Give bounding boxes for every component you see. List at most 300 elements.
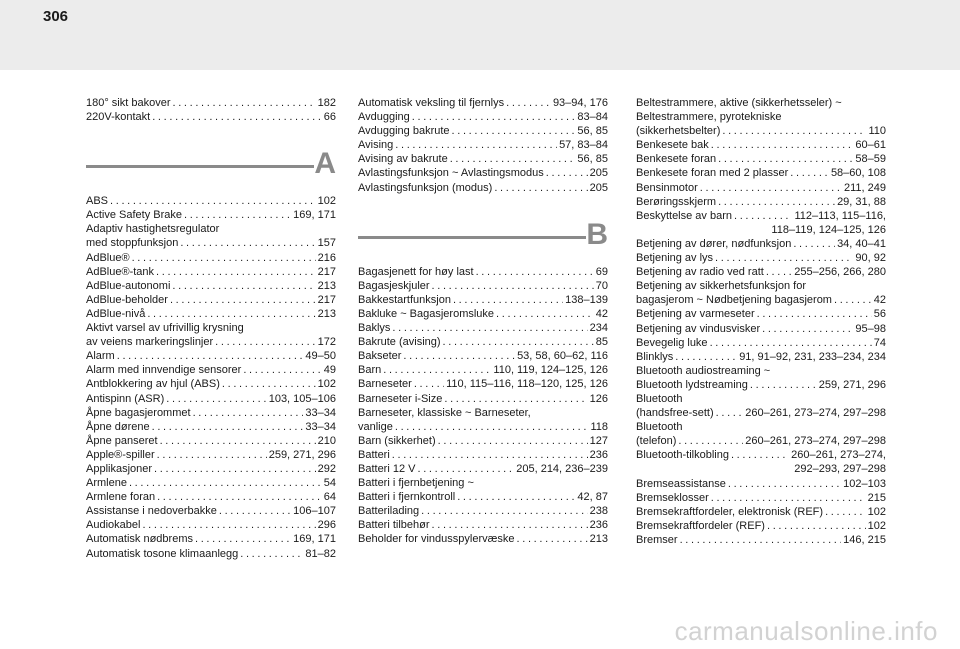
entry-term: Blinklys <box>636 350 674 363</box>
index-entry <box>358 392 608 406</box>
index-entry <box>358 96 608 110</box>
entry-line <box>636 166 886 180</box>
entry-line <box>358 490 608 504</box>
entry-term: Bensinmotor <box>636 181 698 194</box>
index-entry <box>86 504 336 518</box>
divider-rule <box>358 236 586 239</box>
page-references: 60–61 <box>855 139 886 152</box>
index-entry <box>358 279 608 293</box>
entry-term: Betjening av varmeseter <box>636 308 755 321</box>
index-entry <box>358 293 608 307</box>
dot-leader <box>450 152 576 166</box>
dot-leader <box>160 434 316 448</box>
dot-leader <box>240 547 303 561</box>
dot-leader <box>222 377 316 391</box>
dot-leader <box>193 406 304 420</box>
dot-leader <box>129 476 322 490</box>
entry-line <box>636 138 886 152</box>
dot-leader <box>716 406 744 420</box>
page-references: 70 <box>595 279 608 292</box>
dot-leader <box>219 504 291 518</box>
entry-term: Bakluke ~ Bagasjeromsluke <box>358 307 495 320</box>
entry-line <box>358 462 608 476</box>
page-references: 102–103 <box>843 477 886 490</box>
entry-term: Bluetooth-tilkobling <box>636 449 729 462</box>
dot-leader <box>243 363 321 377</box>
index-entry <box>358 166 608 180</box>
entry-term: Active Safety Brake <box>86 209 182 222</box>
entry-term: Betjening av vindusvisker <box>636 322 761 335</box>
watermark: carmanualsonline.info <box>674 616 938 646</box>
entry-text-line: Betjening av sikkerhetsfunksjon for <box>636 280 806 293</box>
entry-line <box>86 462 336 476</box>
page-references: 42, 87 <box>577 491 608 504</box>
index-entry <box>86 377 336 391</box>
entry-term: Betjening av radio ved ratt <box>636 266 764 279</box>
dot-leader <box>152 420 304 434</box>
dot-leader <box>494 181 587 195</box>
entry-term: AdBlue®-tank <box>86 265 155 278</box>
dot-leader <box>731 448 789 462</box>
entry-term: Bremseklosser <box>636 491 709 504</box>
entry-text-line: Batteri i fjernbetjening ~ <box>358 477 474 490</box>
entry-term: Berøringsskjerm <box>636 195 717 208</box>
dot-leader <box>184 208 291 222</box>
page-references-continued: 118–119, 124–125, 126 <box>771 223 886 236</box>
entry-line <box>86 208 336 222</box>
page-references: 215 <box>867 491 886 504</box>
page-references: 56, 85 <box>577 153 608 166</box>
entry-term: Audiokabel <box>86 519 141 532</box>
entry-term: ABS <box>86 195 109 208</box>
entry-term: Åpne dørene <box>86 420 150 433</box>
entry-line <box>358 448 608 462</box>
entry-term: Alarm med innvendige sensorer <box>86 364 242 377</box>
entry-term: Bakrute (avising) <box>358 336 441 349</box>
entry-line <box>636 237 886 251</box>
dot-leader <box>457 490 575 504</box>
dot-leader <box>142 518 315 532</box>
dot-leader <box>173 96 316 110</box>
entry-term: Avdugging <box>358 111 410 124</box>
index-entry <box>86 547 336 561</box>
entry-text-line: Bluetooth audiostreaming ~ <box>636 364 771 377</box>
page-references: 29, 31, 88 <box>837 195 886 208</box>
index-entry <box>358 363 608 377</box>
page-references: 53, 58, 60–62, 116 <box>517 350 608 363</box>
page-references: 49–50 <box>305 350 336 363</box>
entry-text-line: Beltestrammere, aktive (sikkerhetsseler) ~ <box>636 97 842 109</box>
page-references: 103, 105–106 <box>268 392 336 405</box>
entry-line <box>358 124 608 138</box>
page-references: 74 <box>873 336 886 349</box>
entry-line <box>86 96 336 110</box>
index-entry <box>358 335 608 349</box>
page-references: 205 <box>589 181 608 194</box>
index-entry <box>636 491 886 505</box>
entry-term: Bremseassistanse <box>636 477 726 490</box>
entry-line <box>86 279 336 293</box>
entry-line <box>86 406 336 420</box>
page-references: 238 <box>589 505 608 518</box>
entry-term: Avdugging bakrute <box>358 125 450 138</box>
index-entry <box>636 166 886 180</box>
index-entry <box>636 364 886 392</box>
entry-line <box>636 519 886 533</box>
entry-line <box>358 166 608 180</box>
entry-text-line: Bluetooth <box>636 421 683 434</box>
entry-line <box>86 547 336 561</box>
dot-leader <box>711 491 866 505</box>
entry-line <box>636 181 886 195</box>
entry-line <box>358 138 608 152</box>
page-references: 157 <box>317 237 336 250</box>
page-references: 118 <box>590 420 608 433</box>
entry-line <box>636 152 886 166</box>
dot-leader <box>172 279 315 293</box>
index-entry <box>358 434 608 448</box>
entry-line <box>358 392 608 406</box>
index-entry <box>358 349 608 363</box>
page-references: 112–113, 115–116, <box>794 209 886 222</box>
index-entry <box>86 96 336 110</box>
entry-term: Avising <box>358 139 394 152</box>
page-references: 54 <box>323 477 336 490</box>
entry-term: Benkesete foran med 2 plasser <box>636 167 789 180</box>
entry-line <box>636 307 886 321</box>
entry-term: Bagasjeskjuler <box>358 279 430 292</box>
entry-line <box>86 265 336 279</box>
dot-leader <box>443 335 594 349</box>
entry-term: Bevegelig luke <box>636 336 708 349</box>
page-references: 91, 91–92, 231, 233–234, 234 <box>739 350 886 363</box>
index-entry <box>86 321 336 349</box>
dot-leader <box>825 505 866 519</box>
page-references: 57, 83–84 <box>559 139 608 152</box>
dot-leader <box>546 166 588 180</box>
page-references: 217 <box>317 293 336 306</box>
page-references: 260–261, 273–274, 297–298 <box>745 435 886 448</box>
entry-line <box>636 505 886 519</box>
index-entry <box>358 532 608 546</box>
index-entry <box>86 462 336 476</box>
entry-term: Åpne panseret <box>86 434 158 447</box>
entry-line <box>636 293 886 307</box>
index-entry <box>636 392 886 420</box>
page-references: 42 <box>595 307 608 320</box>
index-entry <box>636 181 886 195</box>
dot-leader <box>395 420 589 434</box>
entry-line <box>86 504 336 518</box>
entry-line <box>636 265 886 279</box>
entry-line <box>86 110 336 124</box>
page-references: 205 <box>589 167 608 180</box>
dot-leader <box>195 532 291 546</box>
entry-term: Beskyttelse av barn <box>636 209 732 222</box>
dot-leader <box>506 96 551 110</box>
entry-term: med stoppfunksjon <box>86 237 179 250</box>
dot-leader <box>444 392 587 406</box>
entry-term: AdBlue® <box>86 251 130 264</box>
dot-leader <box>110 194 316 208</box>
index-entry <box>636 251 886 265</box>
page-references: 213 <box>317 279 336 292</box>
dot-leader <box>790 166 829 180</box>
dot-leader <box>718 152 853 166</box>
entry-line <box>636 251 886 265</box>
dot-leader <box>496 307 594 321</box>
page-references: 292 <box>317 462 336 475</box>
dot-leader <box>734 209 792 223</box>
page-references: 58–60, 108 <box>830 167 886 180</box>
index-entry <box>636 96 886 138</box>
index-entry <box>86 293 336 307</box>
entry-term: Alarm <box>86 350 115 363</box>
page-references: 236 <box>589 519 608 532</box>
page-references: 210 <box>317 434 336 447</box>
page-references: 81–82 <box>305 547 336 560</box>
page-references: 83–84 <box>577 111 608 124</box>
entry-term: bagasjerom ~ Nødbetjening bagasjerom <box>636 294 832 307</box>
index-column-2 <box>358 96 608 547</box>
index-entry <box>86 476 336 490</box>
entry-line <box>636 477 886 491</box>
index-entry <box>86 208 336 222</box>
dot-leader <box>834 293 872 307</box>
dot-leader <box>710 336 872 350</box>
dot-leader <box>711 138 854 152</box>
entry-line <box>86 307 336 321</box>
entry-line <box>636 350 886 364</box>
index-entry <box>86 194 336 208</box>
page-references: 56, 85 <box>577 125 608 138</box>
index-column-3 <box>636 96 886 547</box>
entry-line <box>358 110 608 124</box>
index-entry <box>86 434 336 448</box>
index-entry <box>358 448 608 462</box>
dot-leader <box>403 349 515 363</box>
entry-term: Beholder for vindusspylervæske <box>358 533 515 546</box>
entry-line <box>358 307 608 321</box>
page-references: 49 <box>323 364 336 377</box>
dot-leader <box>715 251 853 265</box>
index-entry <box>636 209 886 237</box>
entry-term: Bakseter <box>358 350 402 363</box>
page-references: 259, 271, 296 <box>268 448 336 461</box>
index-entry <box>636 138 886 152</box>
index-entry <box>86 406 336 420</box>
page-references: 234 <box>589 322 608 335</box>
page-references: 296 <box>317 519 336 532</box>
dot-leader <box>675 350 737 364</box>
entry-term: Barn (sikkerhet) <box>358 434 436 447</box>
index-entry <box>86 518 336 532</box>
dot-leader <box>680 533 842 547</box>
entry-term: Armlene foran <box>86 491 156 504</box>
dot-leader <box>412 110 576 124</box>
entry-text-line: Aktivt varsel av ufrivillig krysning <box>86 322 244 335</box>
page-references: 110 <box>868 125 886 138</box>
page-references: 110, 119, 124–125, 126 <box>493 364 608 377</box>
index-entry <box>358 377 608 391</box>
entry-line <box>86 236 336 250</box>
entry-text-line: Barneseter, klassiske ~ Barneseter, <box>358 406 531 419</box>
dot-leader <box>767 519 866 533</box>
dot-leader <box>793 237 835 251</box>
entry-line <box>636 209 886 223</box>
index-entry <box>358 518 608 532</box>
entry-line <box>86 532 336 546</box>
index-entry <box>636 307 886 321</box>
dot-leader <box>395 138 557 152</box>
entry-line <box>358 377 608 391</box>
dot-leader <box>414 377 444 391</box>
index-entry <box>86 392 336 406</box>
page-references: 33–34 <box>305 420 336 433</box>
index-entry <box>358 124 608 138</box>
entry-term: Benkesete foran <box>636 153 717 166</box>
dot-leader <box>117 349 304 363</box>
entry-line <box>358 363 608 377</box>
entry-line <box>358 279 608 293</box>
entry-term: Betjening av dører, nødfunksjon <box>636 237 792 250</box>
entry-line <box>358 152 608 166</box>
index-entry <box>358 265 608 279</box>
index-entry <box>86 349 336 363</box>
page-references: 217 <box>317 265 336 278</box>
page-references: 169, 171 <box>293 533 336 546</box>
index-entry <box>636 279 886 307</box>
index-entry <box>358 476 608 504</box>
entry-term: Bremsekraftfordeler (REF) <box>636 519 765 532</box>
index-entry <box>636 420 886 448</box>
dot-leader <box>180 236 315 250</box>
dot-leader <box>438 434 588 448</box>
entry-line <box>358 518 608 532</box>
entry-line <box>86 194 336 208</box>
dot-leader <box>157 448 267 462</box>
index-entry <box>86 363 336 377</box>
index-entry <box>358 138 608 152</box>
dot-leader <box>517 532 588 546</box>
page-references: 102 <box>867 519 886 532</box>
entry-term: Automatisk nødbrems <box>86 533 193 546</box>
dot-leader <box>157 490 322 504</box>
index-entry <box>86 307 336 321</box>
dot-leader <box>678 434 743 448</box>
page-references: 93–94, 176 <box>552 97 608 109</box>
entry-term: AdBlue-nivå <box>86 307 146 320</box>
entry-line <box>358 349 608 363</box>
entry-term: Baklys <box>358 322 391 335</box>
dot-leader <box>432 518 588 532</box>
entry-term: Applikasjoner <box>86 462 153 475</box>
entry-line <box>636 195 886 209</box>
entry-term: Barneseter <box>358 378 412 391</box>
page-references: 259, 271, 296 <box>818 378 886 391</box>
entry-term: Batteri tilbehør <box>358 519 430 532</box>
dot-leader <box>147 307 315 321</box>
index-entry <box>86 420 336 434</box>
entry-term: Avising av bakrute <box>358 153 448 166</box>
entry-line <box>636 336 886 350</box>
index-entry <box>636 195 886 209</box>
entry-term: Åpne bagasjerommet <box>86 406 191 419</box>
index-entry <box>636 336 886 350</box>
page-references: 169, 171 <box>293 209 336 222</box>
entry-text-line: Beltestrammere, pyrotekniske <box>636 111 782 124</box>
index-entry <box>636 533 886 547</box>
page-references: 95–98 <box>855 322 886 335</box>
entry-line <box>86 363 336 377</box>
page-references: 236 <box>589 448 608 461</box>
section-divider <box>86 144 336 188</box>
entry-term: (sikkerhetsbelter) <box>636 125 721 138</box>
entry-term: Bakkestartfunksjon <box>358 293 451 306</box>
page-references: 205, 214, 236–239 <box>516 462 608 475</box>
page-references: 56 <box>873 308 886 321</box>
entry-line <box>636 434 886 448</box>
page-references: 102 <box>317 195 336 208</box>
dot-leader <box>154 462 316 476</box>
dot-leader <box>766 265 792 279</box>
entry-term: Antispinn (ASR) <box>86 392 165 405</box>
index-entry <box>358 307 608 321</box>
index-entry <box>86 490 336 504</box>
dot-leader <box>718 195 835 209</box>
entry-term: AdBlue-beholder <box>86 293 168 306</box>
entry-line <box>358 335 608 349</box>
page-number: 306 <box>43 8 69 25</box>
entry-line <box>636 124 886 138</box>
entry-term: Barn <box>358 364 382 377</box>
entry-line <box>86 420 336 434</box>
entry-line <box>358 420 608 434</box>
entry-line <box>358 181 608 195</box>
entry-term: Barneseter i-Size <box>358 392 443 405</box>
dot-leader <box>383 363 491 377</box>
page-references: 58–59 <box>855 153 886 166</box>
entry-line <box>86 476 336 490</box>
entry-line <box>86 377 336 391</box>
index-entry <box>86 110 336 124</box>
page-references: 90, 92 <box>855 252 886 265</box>
index-entry <box>358 110 608 124</box>
entry-term: 220V-kontakt <box>86 111 151 124</box>
dot-leader <box>392 448 588 462</box>
dot-leader <box>166 392 266 406</box>
entry-line <box>86 490 336 504</box>
page-references-continued: 292–293, 297–298 <box>794 463 886 476</box>
divider-rule <box>86 165 314 168</box>
index-entry <box>636 265 886 279</box>
entry-term: (telefon) <box>636 435 677 448</box>
page-references: 102 <box>317 378 336 391</box>
entry-term: Automatisk tosone klimaanlegg <box>86 547 239 560</box>
entry-term: Automatisk veksling til fjernlys <box>358 97 505 109</box>
entry-term: Batteri <box>358 448 390 461</box>
header-bar <box>0 0 960 70</box>
page-references: 211, 249 <box>843 181 886 194</box>
index-entry <box>86 279 336 293</box>
section-letter: B <box>586 217 608 251</box>
page-references: 138–139 <box>565 293 608 306</box>
entry-term: Benkesete bak <box>636 139 709 152</box>
index-entry <box>636 477 886 491</box>
index-entry <box>636 350 886 364</box>
entry-line <box>636 322 886 336</box>
page-references: 213 <box>317 307 336 320</box>
